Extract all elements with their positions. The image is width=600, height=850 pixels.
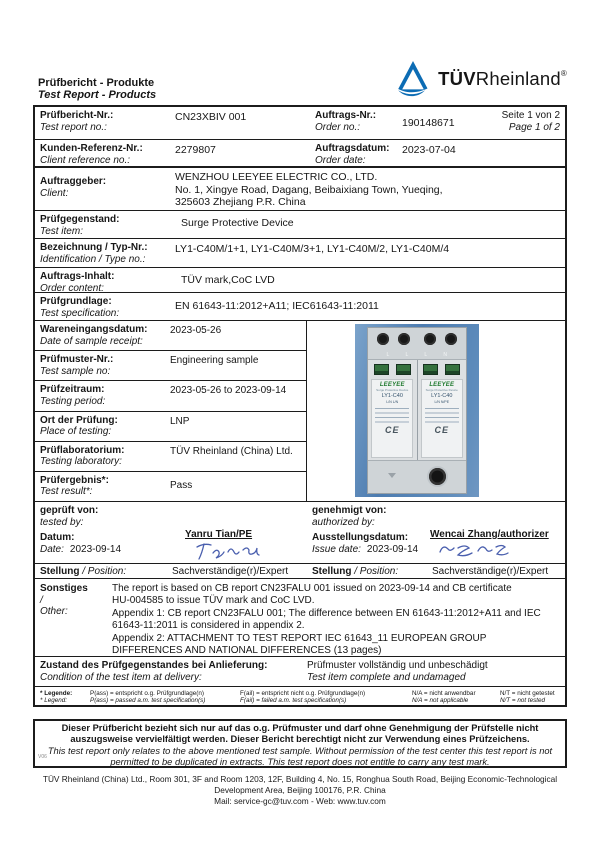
tuv-logo-text: [438, 68, 567, 90]
row-place-of-testing: [35, 412, 306, 442]
row-test-spec: [35, 293, 565, 321]
condition-label-en: Condition of the test item at delivery:: [40, 671, 202, 683]
test-spec-label: [35, 293, 175, 320]
device-modules: [368, 360, 466, 461]
legend-line-de: * Legende: P(ass) = entspricht o.g. Prüfgrundlage(n) F(ail) = entspricht nicht o.g. Prüfgrundlage(n) N/A = nicht anwendbar N/T = nicht getestet: [40, 689, 555, 697]
surge-protective-device-image: [367, 327, 467, 494]
order-content-label-de: Auftrags-Inhalt:: [40, 271, 115, 282]
spec-microtext: [425, 406, 459, 424]
spec-microtext: [375, 406, 409, 424]
other-line: 61643-11:2011 is considered in appendix 2.: [112, 620, 305, 632]
product-photo-cell: [307, 321, 565, 501]
position-label: Stellung / Position:: [40, 565, 127, 577]
tested-date-value: 2023-09-14: [69, 543, 122, 555]
test-spec-label-de: Prüfgrundlage:: [40, 296, 112, 307]
other-label-en: Other:: [40, 606, 68, 618]
row-test-result: [35, 472, 306, 501]
client-ref-label: [35, 140, 175, 166]
brand-text: LEEYEE: [429, 382, 455, 388]
tested-by-signature-icon: [193, 540, 269, 564]
other-label-slash: /: [40, 594, 43, 606]
client-address-1: No. 1, Xingye Road, Dagang, Beibaixiang Town, Yueqing,: [175, 183, 443, 196]
document-title: [38, 78, 156, 101]
report-no-label-de: Prüfbericht-Nr.:: [40, 110, 114, 121]
module-label: [371, 379, 413, 458]
order-date-label-de: Auftragsdatum:: [315, 143, 390, 154]
testing-laboratory-value: TÜV Rheinland (China) Ltd.: [170, 445, 293, 457]
device-terminal-block: [368, 328, 466, 360]
identification-label-en: Identification / Type no.:: [40, 253, 146, 265]
tuv-rheinland-logo: [395, 60, 567, 98]
terminal-screw-icon: [398, 333, 410, 345]
test-item-value: Surge Protective Device: [181, 217, 294, 229]
row-identification: [35, 239, 565, 268]
green-connector-icon: [423, 364, 438, 375]
position-value: Sachverständige(r)/Expert: [172, 565, 289, 577]
release-notch-icon: [388, 473, 396, 478]
test-spec-label-en: Test specification:: [40, 307, 120, 319]
footer-address: [0, 774, 600, 807]
client-ref-value: 2279807: [175, 144, 216, 156]
date-label-en: Date:: [40, 543, 64, 555]
green-connector-icon: [445, 364, 460, 375]
client-name: WENZHOU LEEYEE ELECTRIC CO., LTD.: [175, 171, 378, 183]
row-condition: [35, 657, 565, 687]
brand-subtext: Surge Protective Device: [425, 388, 458, 392]
page-indicator: [482, 107, 565, 139]
module-connectors: [423, 364, 460, 375]
brand-text: LEEYEE: [379, 382, 405, 388]
tuv-triangle-icon: [395, 60, 431, 98]
order-no-value: 190148671: [402, 117, 455, 129]
place-of-testing-value: LNP: [170, 415, 190, 427]
identification-label: [35, 239, 175, 267]
tested-by-block: [35, 502, 302, 563]
position-value: Sachverständige(r)/Expert: [432, 565, 549, 577]
logo-tuv: TÜV: [438, 68, 476, 89]
test-result-label: Prüfergebnis*: Test result*:: [40, 474, 109, 498]
test-item-label-de: Prüfgegenstand:: [40, 214, 120, 225]
authorized-by-label-de: genehmigt von:: [312, 505, 387, 516]
other-line: HU-004585 to issue TÜV mark and CoC LVD.: [112, 595, 315, 607]
row-other: [35, 579, 565, 657]
form-version: V06: [38, 753, 47, 760]
other-label: [35, 579, 112, 656]
order-date-value: 2023-07-04: [402, 144, 456, 156]
client-value: [175, 168, 443, 210]
position-right: [302, 566, 569, 577]
test-item-label-en: Test item:: [40, 225, 83, 237]
row-report-no: [35, 107, 565, 140]
testing-period-label: Prüfzeitraum: Testing period:: [40, 384, 106, 407]
terminal-labels: L L L N: [386, 352, 448, 358]
row-testing-period: [35, 381, 306, 411]
authorized-by-block: [302, 502, 569, 563]
test-knob-icon: [429, 468, 446, 485]
order-content-label-en: Order content:: [40, 282, 104, 294]
order-content-label: [35, 268, 175, 292]
tested-by-label-de: geprüft von:: [40, 505, 99, 516]
tested-by-label-en: tested by:: [40, 516, 84, 528]
order-date-label-en: Order date:: [315, 154, 366, 166]
issue-date-value: 2023-09-14: [366, 543, 419, 555]
order-content-value: TÜV mark,CoC LVD: [181, 274, 275, 286]
disclaimer-en: This test report only relates to the above mentioned test sample. Without permission of the test center this test report is not permitted to be duplicated in extracts. This test report does not entitle to carry any test mark.: [47, 745, 553, 768]
authorized-by-name: Wencai Zhang/authorizer: [430, 529, 549, 540]
other-label-de: Sonstiges: [40, 583, 88, 594]
client-label-de: Auftraggeber:: [40, 176, 107, 187]
report-no-value: CN23XBIV 001: [175, 111, 247, 123]
green-connector-icon: [396, 364, 411, 375]
product-photo: [355, 324, 479, 497]
position-left: [35, 566, 302, 577]
report-no-label-en: Test report no.:: [40, 121, 107, 133]
identification-value: LY1-C40M/1+1, LY1-C40M/3+1, LY1-C40M/2, LY1-C40M/4: [175, 243, 450, 255]
identification-label-de: Bezeichnung / Typ-Nr.:: [40, 242, 148, 253]
condition-label-de: Zustand des Prüfgegenstandes bei Anlieferung:: [40, 660, 268, 671]
order-no-label: [310, 107, 402, 139]
condition-label: [35, 660, 307, 686]
page-indicator-de: Seite 1 von 2: [501, 110, 560, 121]
row-order-content: [35, 268, 565, 293]
module-connectors: [374, 364, 411, 375]
sample-receipt-value: 2023-05-26: [170, 325, 222, 336]
client-label-en: Client:: [40, 187, 69, 199]
disclaimer-de: Dieser Prüfbericht bezieht sich nur auf das o.g. Prüfmuster und darf ohne Genehmigung der Prüfstelle nicht auszugsweise vervielfältigt werden. Dieser Bericht berechtigt nicht zur Verwendung eines Prüfzeichens.: [61, 723, 539, 745]
row-sample-receipt: [35, 321, 306, 351]
disclaimer-box: [33, 719, 567, 768]
footer-address-line2: Development Area, Beijing 100176, P.R. China: [214, 785, 386, 795]
ce-mark: CE: [384, 425, 400, 435]
logo-rheinland: Rheinland: [475, 68, 561, 89]
test-spec-value: EN 61643-11:2012+A11; IEC61643-11:2011: [175, 300, 379, 312]
row-position: [35, 564, 565, 579]
report-table: [33, 105, 567, 707]
other-line: The report is based on CB report CN23FALU 001 issued on 2023-09-14 and CB certificate: [112, 583, 512, 594]
other-line: Appendix 1: CB report CN23FALU 001; The difference between EN 61643-11:2012+A11 and IEC: [112, 607, 541, 619]
other-line: DIFFERENCES AND NATIONAL DIFFERENCES (13 pages): [112, 645, 382, 657]
order-no-label-en: Order no.:: [315, 121, 361, 133]
date-label-de: Datum:: [40, 532, 75, 544]
document-title-en: Test Report - Products: [38, 88, 157, 101]
client-address-2: 325603 Zhejiang P.R. China: [175, 196, 306, 209]
page-indicator-en: Page 1 of 2: [508, 121, 560, 133]
authorized-by-label-en: authorized by:: [312, 516, 375, 528]
other-line: Appendix 2: ATTACHMENT TO TEST REPORT IEC 61643_11 EUROPEAN GROUP: [112, 632, 487, 644]
row-client-ref: [35, 140, 565, 168]
brand-subtext: Surge Protective Device: [376, 388, 409, 392]
row-client: [35, 168, 565, 211]
test-item-label: [35, 211, 175, 238]
condition-value-en: Test item complete and undamaged: [307, 671, 466, 683]
sample-no-label: Prüfmuster-Nr.: Test sample no:: [40, 354, 114, 377]
green-connector-icon: [374, 364, 389, 375]
footer-address-line1: TÜV Rheinland (China) Ltd., Room 301, 3F and Room 1203, 12F, Building 4, No. 15, Ronghua South Road, Beijing Economic-Technological: [42, 774, 558, 784]
sample-no-value: Engineering sample: [170, 355, 259, 367]
condition-value: [307, 660, 488, 686]
terminal-screw-icon: [424, 333, 436, 345]
device-module-1: [368, 360, 418, 460]
legend-line-en: * Legend: P(ass) = passed a.m. test specification(s) F(ail) = failed a.m. test specification(s) N/A = not applicable N/T = not tested: [40, 696, 545, 704]
footer-contact: Mail: service-gc@tuv.com - Web: www.tuv.com: [214, 796, 386, 806]
position-label: Stellung / Position:: [312, 565, 399, 577]
authorized-by-signature-icon: [434, 540, 520, 562]
order-no-label-de: Auftrags-Nr.:: [315, 110, 377, 121]
other-text: [112, 579, 565, 656]
condition-value-de: Prüfmuster vollständig und unbeschädigt: [307, 660, 488, 671]
device-base: [368, 461, 466, 493]
registered-mark: ®: [560, 69, 567, 78]
terminal-screw-icon: [377, 333, 389, 345]
row-test-item: [35, 211, 565, 239]
tested-by-name: Yanru Tian/PE: [185, 529, 253, 540]
issue-date-label-en: Issue date:: [312, 543, 361, 555]
terminal-screw-icon: [445, 333, 457, 345]
row-testing-laboratory: [35, 442, 306, 472]
ce-mark: CE: [434, 425, 449, 435]
client-ref-label-de: Kunden-Referenz-Nr.:: [40, 143, 143, 154]
issue-date-label-de: Ausstellungsdatum:: [312, 532, 409, 544]
middle-left-rows: [35, 321, 307, 501]
testing-period-value: 2023-05-26 to 2023-09-14: [170, 385, 287, 397]
model-text: LY1-C40: [431, 393, 453, 399]
row-legend: [35, 687, 565, 705]
order-date-label: [310, 140, 402, 166]
row-signatures: [35, 502, 565, 564]
document-title-de: Prüfbericht - Produkte: [38, 77, 155, 89]
client-label: [35, 168, 175, 210]
testing-laboratory-label: Prüflaboratorium: Testing laboratory:: [40, 444, 125, 468]
place-of-testing-label: Ort der Prüfung: Place of testing:: [40, 414, 118, 438]
sample-receipt-label: Wareneingangsdatum: Date of sample receipt:: [40, 324, 148, 347]
model-text: LY1-C40: [381, 393, 403, 399]
module-label: [421, 379, 463, 458]
device-module-2: [418, 360, 467, 460]
wiring-text: L/N L/N: [386, 400, 399, 404]
report-no-label: [35, 107, 175, 139]
test-result-value: Pass: [170, 479, 193, 491]
row-middle-split: [35, 321, 565, 502]
wiring-text: L/N N/PE: [434, 400, 450, 404]
client-ref-label-en: Client reference no.:: [40, 154, 131, 166]
row-sample-no: [35, 351, 306, 381]
